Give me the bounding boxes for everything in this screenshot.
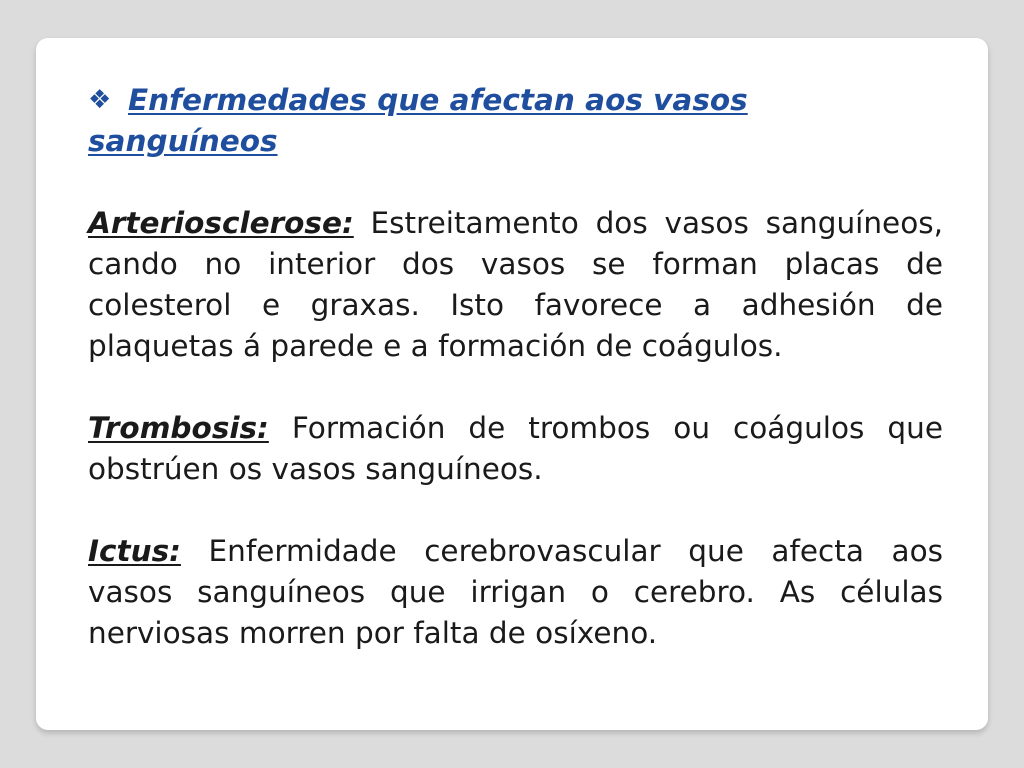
term-arteriosclerose: Arteriosclerose: — [88, 206, 354, 240]
term-ictus: Ictus: — [88, 534, 181, 568]
diamond-bullet-icon: ❖ — [88, 85, 112, 115]
paragraph-arteriosclerose — [88, 203, 943, 367]
paragraph-trombosis — [88, 408, 943, 490]
term-trombosis: Trombosis: — [88, 411, 269, 445]
heading-text: Enfermedades que afectan aos vasos sanguíneos — [88, 83, 748, 158]
slide-heading — [88, 80, 943, 162]
definition-arteriosclerose: Estreitamento dos vasos sanguíneos, cando no interior dos vasos se forman placas de colesterol e graxas. Isto favorece a adhesión de plaquetas á parede e a formación de coágulos. — [88, 206, 943, 363]
paragraph-ictus — [88, 531, 943, 654]
definition-trombosis: Formación de trombos ou coágulos que obstrúen os vasos sanguíneos. — [88, 411, 943, 486]
definition-ictus: Enfermidade cerebrovascular que afecta aos vasos sanguíneos que irrigan o cerebro. As células nerviosas morren por falta de osíxeno. — [88, 534, 943, 650]
slide-content — [88, 80, 943, 654]
